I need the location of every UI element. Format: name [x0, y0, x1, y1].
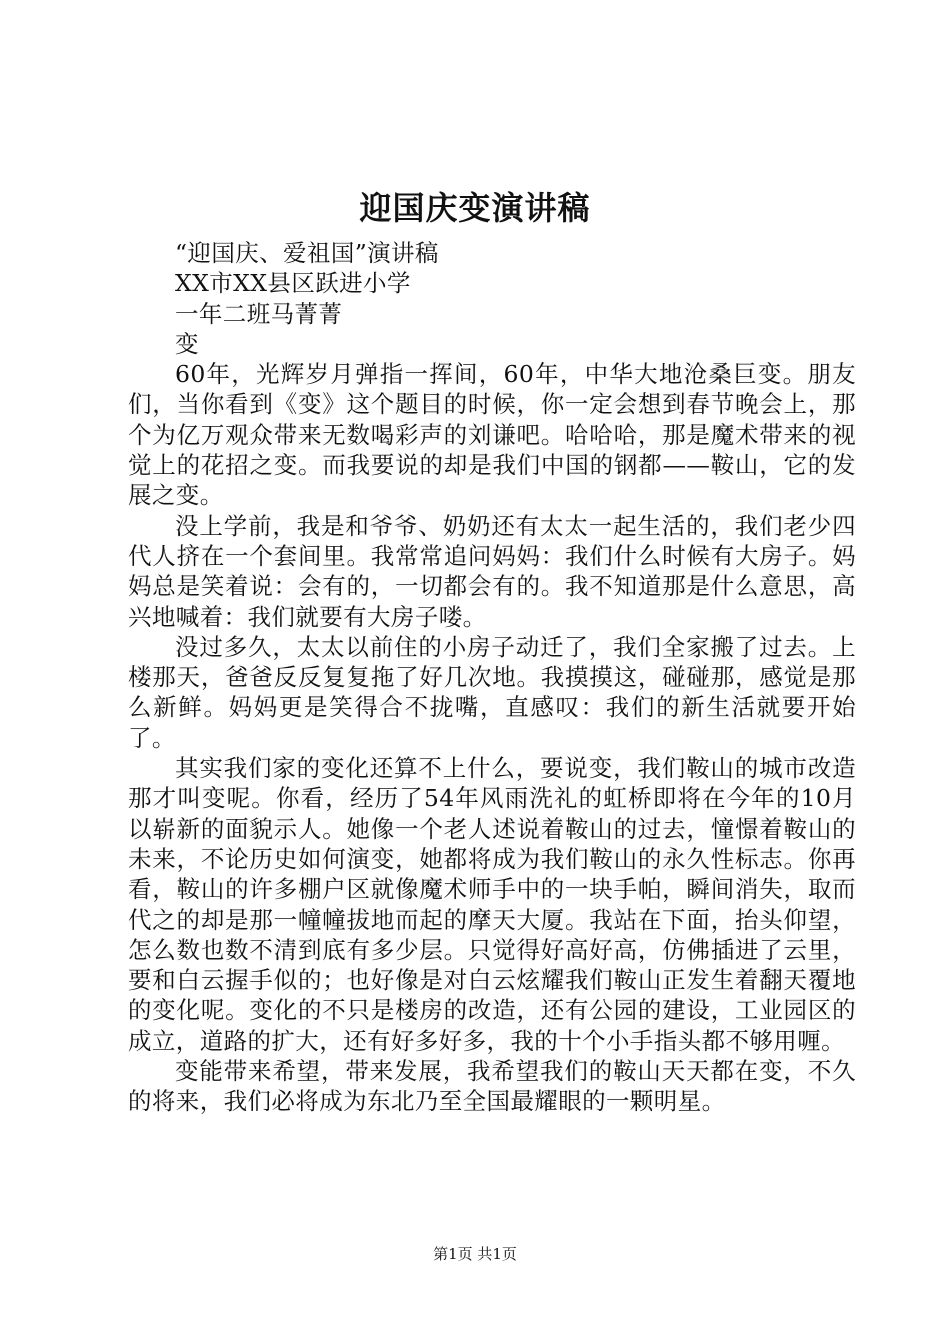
speech-subtitle: 变	[175, 329, 199, 358]
paragraph: 没过多久，太太以前住的小房子动迁了，我们全家搬了过去。上楼那天，爸爸反反复复拖了好几次地。我摸摸这，碰碰那，感觉是那么新鲜。妈妈更是笑得合不拢嘴，直感叹：我们的新生活就要开始了。	[128, 632, 856, 752]
school-name: XX市XX县区跃进小学	[175, 269, 411, 298]
paragraph: 60年，光辉岁月弹指一挥间，60年，中华大地沧桑巨变。朋友们，当你看到《变》这个题目的时候，你一定会想到春节晚会上，那个为亿万观众带来无数喝彩声的刘谦吧。哈哈哈，那是魔术带来的视觉上的花招之变。而我要说的却是我们中国的钢都——鞍山，它的发展之变。	[128, 360, 856, 510]
speech-heading: “迎国庆、爱祖国”演讲稿	[175, 239, 439, 267]
author-class-name: 一年二班马菁菁	[175, 299, 343, 328]
paragraph: 变能带来希望，带来发展，我希望我们的鞍山天天都在变，不久的将来，我们必将成为东北乃至全国最耀眼的一颗明星。	[128, 1057, 856, 1116]
paragraph: 其实我们家的变化还算不上什么，要说变，我们鞍山的城市改造那才叫变呢。你看，经历了54年风雨洗礼的虹桥即将在今年的10月以崭新的面貌示人。她像一个老人述说着鞍山的过去，憧憬着鞍山的未来，不论历史如何演变，她都将成为我们鞍山的永久性标志。你再看，鞍山的许多棚户区就像魔术师手中的一块手帕，瞬间消失，取而代之的却是那一幢幢拔地而起的摩天大厦。我站在下面，抬头仰望，怎么数也数不清到底有多少层。只觉得好高好高，仿佛插进了云里，要和白云握手似的；也好像是对白云炫耀我们鞍山正发生着翻天覆地的变化呢。变化的不只是楼房的改造，还有公园的建设，工业园区的成立，道路的扩大，还有好多好多，我的十个小手指头都不够用喱。	[128, 754, 856, 1055]
page-number-footer: 第1页 共1页	[433, 1245, 517, 1263]
paragraph: 没上学前，我是和爷爷、奶奶还有太太一起生活的，我们老少四代人挤在一个套间里。我常常追问妈妈：我们什么时候有大房子。妈妈总是笑着说：会有的，一切都会有的。我不知道那是什么意思，高兴地喊着：我们就要有大房子喽。	[128, 511, 856, 631]
document-body	[128, 238, 856, 1117]
document-title: 迎国庆变演讲稿	[359, 189, 591, 227]
